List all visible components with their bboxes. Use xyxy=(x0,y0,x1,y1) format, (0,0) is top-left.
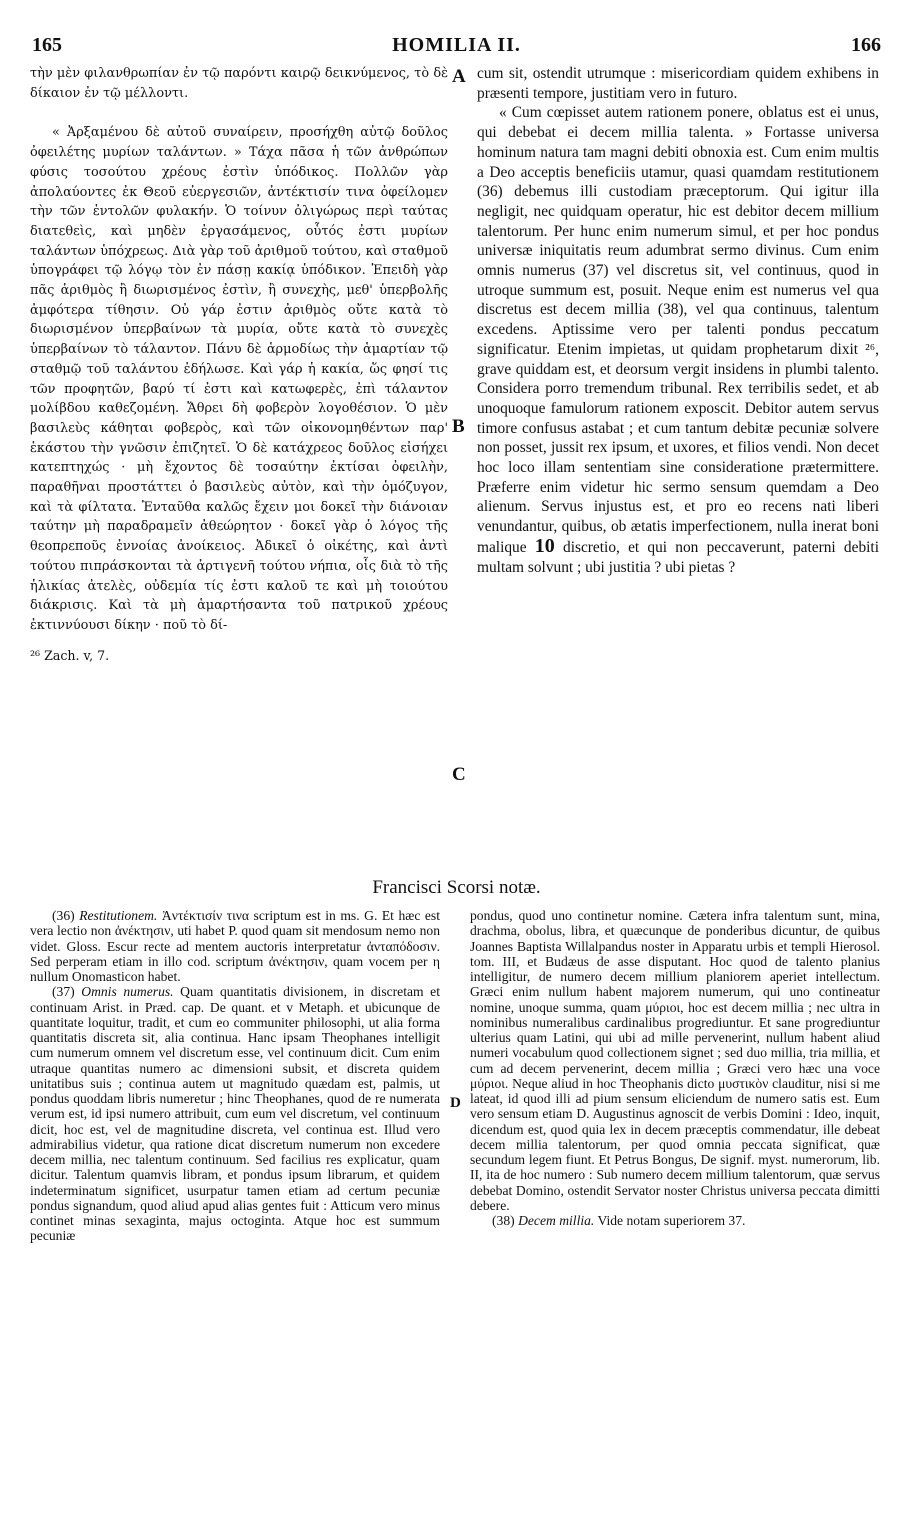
latin-text: « Cum cœpisset autem rationem ponere, oblatus est ei unus, qui debebat ei decem millia talenta. » Fortasse universa hominum natura tam magni debiti obnoxia est. Cum enim multis a Deo acceptis beneficiis utamur, quasi quamdam restitutionem (36) debemus illi custodiam præceptorum. Qui igitur illa negligit, nec quidquam operatur, hic est debitor decem millium talentorum. Per hunc enim numerum simul, et per hoc pondus universæ iniquitatis reum adumbrat sermo divinus. Cum enim omnis numerus (37) vel discretus sit, vel continuus, quod in utroque summum est, posuit. Neque enim est numerus vel qua discretus est decem millia (38), vel qua continuus, talentum excedens. Aptissime vero per talenti pondus peccatum significatur. Etenim impietas, ut quidam prophetarum dixit ²⁶, grave quiddam est, et deorsum vergit insidens in plumbi talento. Considera porro tremendum tribunal. Rex terribilis sedet, et ab unoquoque famulorum rationem exposcit. Debitor autem servus timore confusus astabat ; et cum tantum debitæ pecuniæ solvere non posset, jussit rex ipsum, et uxores, et filios vendi. Non decet hoc loco illam sententiam sine consideratione prætermittere. Præferre enim videtur hic sermo sensum quemdam a Deo alienum. Servus injustus est, et pro eo recens nati liberi venundantur, quibus, ob ætatis imperfectionem, nulla inerat boni malique xyxy=(477,104,879,556)
page-number-left: 165 xyxy=(32,34,62,56)
note-id: (36) xyxy=(52,908,75,923)
latin-paragraph: cum sit, ostendit utrumque : misericordiam quidem exhibens in præsenti tempore, justitiam vero in futuro. xyxy=(477,65,879,102)
margin-letter-c: C xyxy=(452,764,466,785)
margin-letter-b: B xyxy=(452,416,465,437)
latin-text-column xyxy=(477,64,879,854)
note-lemma: Decem millia. xyxy=(518,1213,595,1228)
note-text: Ἀντέκτισίν τινα scriptum est in ms. G. Et hæc est vera lectio non ἀνέκτησιν, uti habet P. quod quam sit mendosum nemo non videt. Gloss. Escur recte ad mentem auctoris interpretatur ἀνταπόδοσιν. Sed perperam etiam in illo cod. scriptum ἀνέκτησιν, quam vocem per η nullum Onomasticon habet. xyxy=(30,908,440,984)
note-lemma: Omnis numerus. xyxy=(81,984,174,1000)
running-title: HOMILIA II. xyxy=(392,34,521,56)
notes-column-left xyxy=(30,908,440,1478)
note-text: Vide notam superiorem 37. xyxy=(597,1213,746,1228)
greek-paragraph: « Ἀρξαμένου δὲ αὐτοῦ συναίρειν, προσήχθη αὐτῷ δοῦλος ὀφειλέτης μυρίων ταλάντων. » Τάχα πᾶσα ἡ τῶν ἀνθρώπων φύσις τοσούτου χρέους ἐστὶν ὑπόδικος. Πολλῶν γὰρ ἀπολαύοντες ἐκ Θεοῦ εὐεργεσιῶν, ἀντέκτισίν τινα ὀφείλομεν τὴν τῶν ἐντολῶν φυλακήν. Ὁ τοίνυν ὀλιγώρως περὶ ταύτας διατεθεὶς, καὶ μηδὲν ἐργασάμενος, οὗτός ἐστι μυρίων ταλάντων ὑπόχρεως. Διὰ γὰρ τοῦ ἀριθμοῦ τούτου, καὶ σταθμοῦ ὑπογράφει τῷ λόγῳ τὸν ἐν πάσῃ κακίᾳ ὑπόδικον. Ἐπειδὴ γὰρ πᾶς ἀριθμὸς ἢ διωρισμένος ἐστὶν, ἢ συνεχὴς, μεθ' ὑπερβολῆς ἀμφότερα τίθησιν. Οὐ γάρ ἐστιν ἀριθμὸς οὔτε κατὰ τὸ διωρισμένον ὑπερβαίνων τὰ μυρία, οὔτε κατὰ τὸ συνεχὲς ὑπερβαίνων τὸ τάλαντον. Πάνυ δὲ ἁρμοδίως τὴν ἁμαρτίαν τῷ σταθμῷ τοῦ ταλάντου ἐδήλωσε. Καὶ γάρ ἡ κακία, ὥς φησί τις τῶν προφητῶν, βαρύ τί ἐστι καὶ κατωφερὲς, ἐπὶ τάλαντον μολίβδου καθεζομένη. Ἄθρει δὴ φοβερὸν λογοθέσιον. Ὁ μὲν βασιλεὺς κάθηται φοβερὸς, καὶ τῶν οἰκονομηθέντων παρ' ἑκάστου τὴν γνῶσιν ἐπιζητεῖ. Ὁ δὲ κατάχρεος δοῦλος εἰσήχει κατεπτηχώς · μὴ ἔχοντος δὲ τοσαύτην ἐκτίσαι ὀφειλὴν, παραθῆναι προστάττει ὁ βασιλεὺς αὐτὸν, καὶ τὴν ὁμόζυγον, καὶ τὰ φίλτατα. Ἐνταῦθα καλῶς ἔχειν μοι δοκεῖ τὴν διάνοιαν ταύτην μὴ παραδραμεῖν ἀθεώρητον · δοκεῖ γὰρ ὁ λόγος τῆς θεοπρεποῦς ἐννοίας ἀνοίκειος. Ἀδικεῖ ὁ οἰκέτης, καὶ ἀντὶ τούτου πιπράσκονται τὰ ἀρτιγενῆ τούτου νήπια, οἷς διὰ τὸ τῆς ἡλικίας ἀτελὲς, οὐδεμία τίς ἐστι καλοῦ τε καὶ μὴ τοιούτου διάκρισις. Καὶ τὰ μὴ ἁμαρτήσαντα τοῦ πατρικοῦ χρέους ἐκτιννύουσι δίκην · ποῦ τὸ δί- xyxy=(30,125,448,633)
latin-paragraph xyxy=(477,103,879,577)
notes-heading: Francisci Scorsi notæ. xyxy=(372,877,541,898)
note-text: Quam quantitatis divisionem, in discretam et continuam Arist. in Præd. cap. De quant. et v Metaph. et ubicunque de quantitate loquitur, tradit, et cum eo communiter philosophi, ut alia forma quantitatis discreta sit, alia continua. Hanc ipsam Theophanes intelligit cum numerum omnem vel discretum esse, vel continuum dicit. Cum enim utraque quantitas numero ac dimensioni subsit, et discreta quidem unitatibus suis ; continua autem ut magnitudo quædam est, palmis, ut pondus quoddam libris numeretur ; hinc Theophanes, quod de re numerata verum est, id ipsi numero attribuit, cum eum vel discretum, vel continuum dicit, hoc est, vel de magnitudine discreta, vel continua est. Illud vero admirabilius videtur, qua ratione dicat discretum numerum non excedere decem millia, nec talentum continuum. Sed facilius res explicatur, quam dicitur. Talentum quamvis libram, et pondus ipsum librarum, et quidem indeterminatum significet, usurpatur tamen etiam ad certum pecuniæ pondus signandum, quod aliud apud alias gentes fuit : Atticum vero minus continet minas sexaginta, majus octoginta. Atque hoc est summum pecuniæ xyxy=(30,984,440,1244)
note-text: pondus, quod uno continetur nomine. Cætera infra talentum sunt, mina, drachma, obolus, libra, et quæcunque de ponderibus dicuntur, de quibus Joannes Baptista Willalpandus noster in Apparatu urbis et templi Hierosol. tom. III, et Budæus de asse disputant. Hoc quod de talento planius intelligitur, de numero decem millium planiorem aperiet intellectum. Græci enim nullum habent majorem numerum, qui uno contineatur nomine, unoque summa, quam μύριοι, hoc est decem millia ; nec ultra in nominibus numeralibus cardinalibus progrediuntur. Et sane progrediuntur ulterius quam Latini, qui ubi ad mille pervenerint, nullum habent aliud numeri vocabulum quod collectionem signet ; sed duo millia, tria millia, et cum ad decem pervenerint, decem millia ; Græci vero hæc una voce μύριοι. Neque aliud in hoc Theophanis dicto μυστικὸν clauditur, nisi si me lateat, id quod illi ad pium sensum eliciendum de numero satis est. Eum vero sensum etiam D. Augustinus agnoscit de verbis Domini : Ideo, inquit, dicendum est, quod quia lex in decem præceptis commendatur, ille debeat decem millia talentorum, per quod omnia peccata significat, quæ secundum legem fiunt. Et Petrus Bongus, De signif. myst. numerorum, lib. II, ita de hoc numero : Sub numero decem millium talentorum, quæ servus debebat Domino, ostendit Servator noster Christus universa peccata dimitti debere. xyxy=(470,908,880,1213)
running-header xyxy=(30,34,883,60)
greek-footnote: ²⁶ Zach. v, 7. xyxy=(30,647,110,663)
note-paragraph xyxy=(30,908,440,984)
column-number-marker: 10 xyxy=(534,534,555,557)
greek-text-column xyxy=(30,64,448,854)
note-paragraph xyxy=(470,908,880,1213)
page-number-right: 166 xyxy=(851,34,881,56)
margin-letter-d: D xyxy=(450,1095,461,1111)
note-id: (38) xyxy=(492,1213,515,1228)
notes-column-right xyxy=(470,908,880,1478)
margin-letter-a: A xyxy=(452,66,466,87)
latin-text: discretio, et qui non peccaverunt, paterni debiti multam solvunt ; ubi justitia ? ubi pietas ? xyxy=(477,538,879,576)
note-paragraph xyxy=(30,984,440,1243)
note-lemma: Restitutionem. xyxy=(79,908,158,923)
note-paragraph xyxy=(470,1213,880,1228)
greek-paragraph: τὴν μὲν φιλανθρωπίαν ἐν τῷ παρόντι καιρῷ δεικνύμενος, τὸ δὲ δίκαιον ἐν τῷ μέλλοντι. xyxy=(30,66,448,101)
note-id: (37) xyxy=(52,984,75,1000)
